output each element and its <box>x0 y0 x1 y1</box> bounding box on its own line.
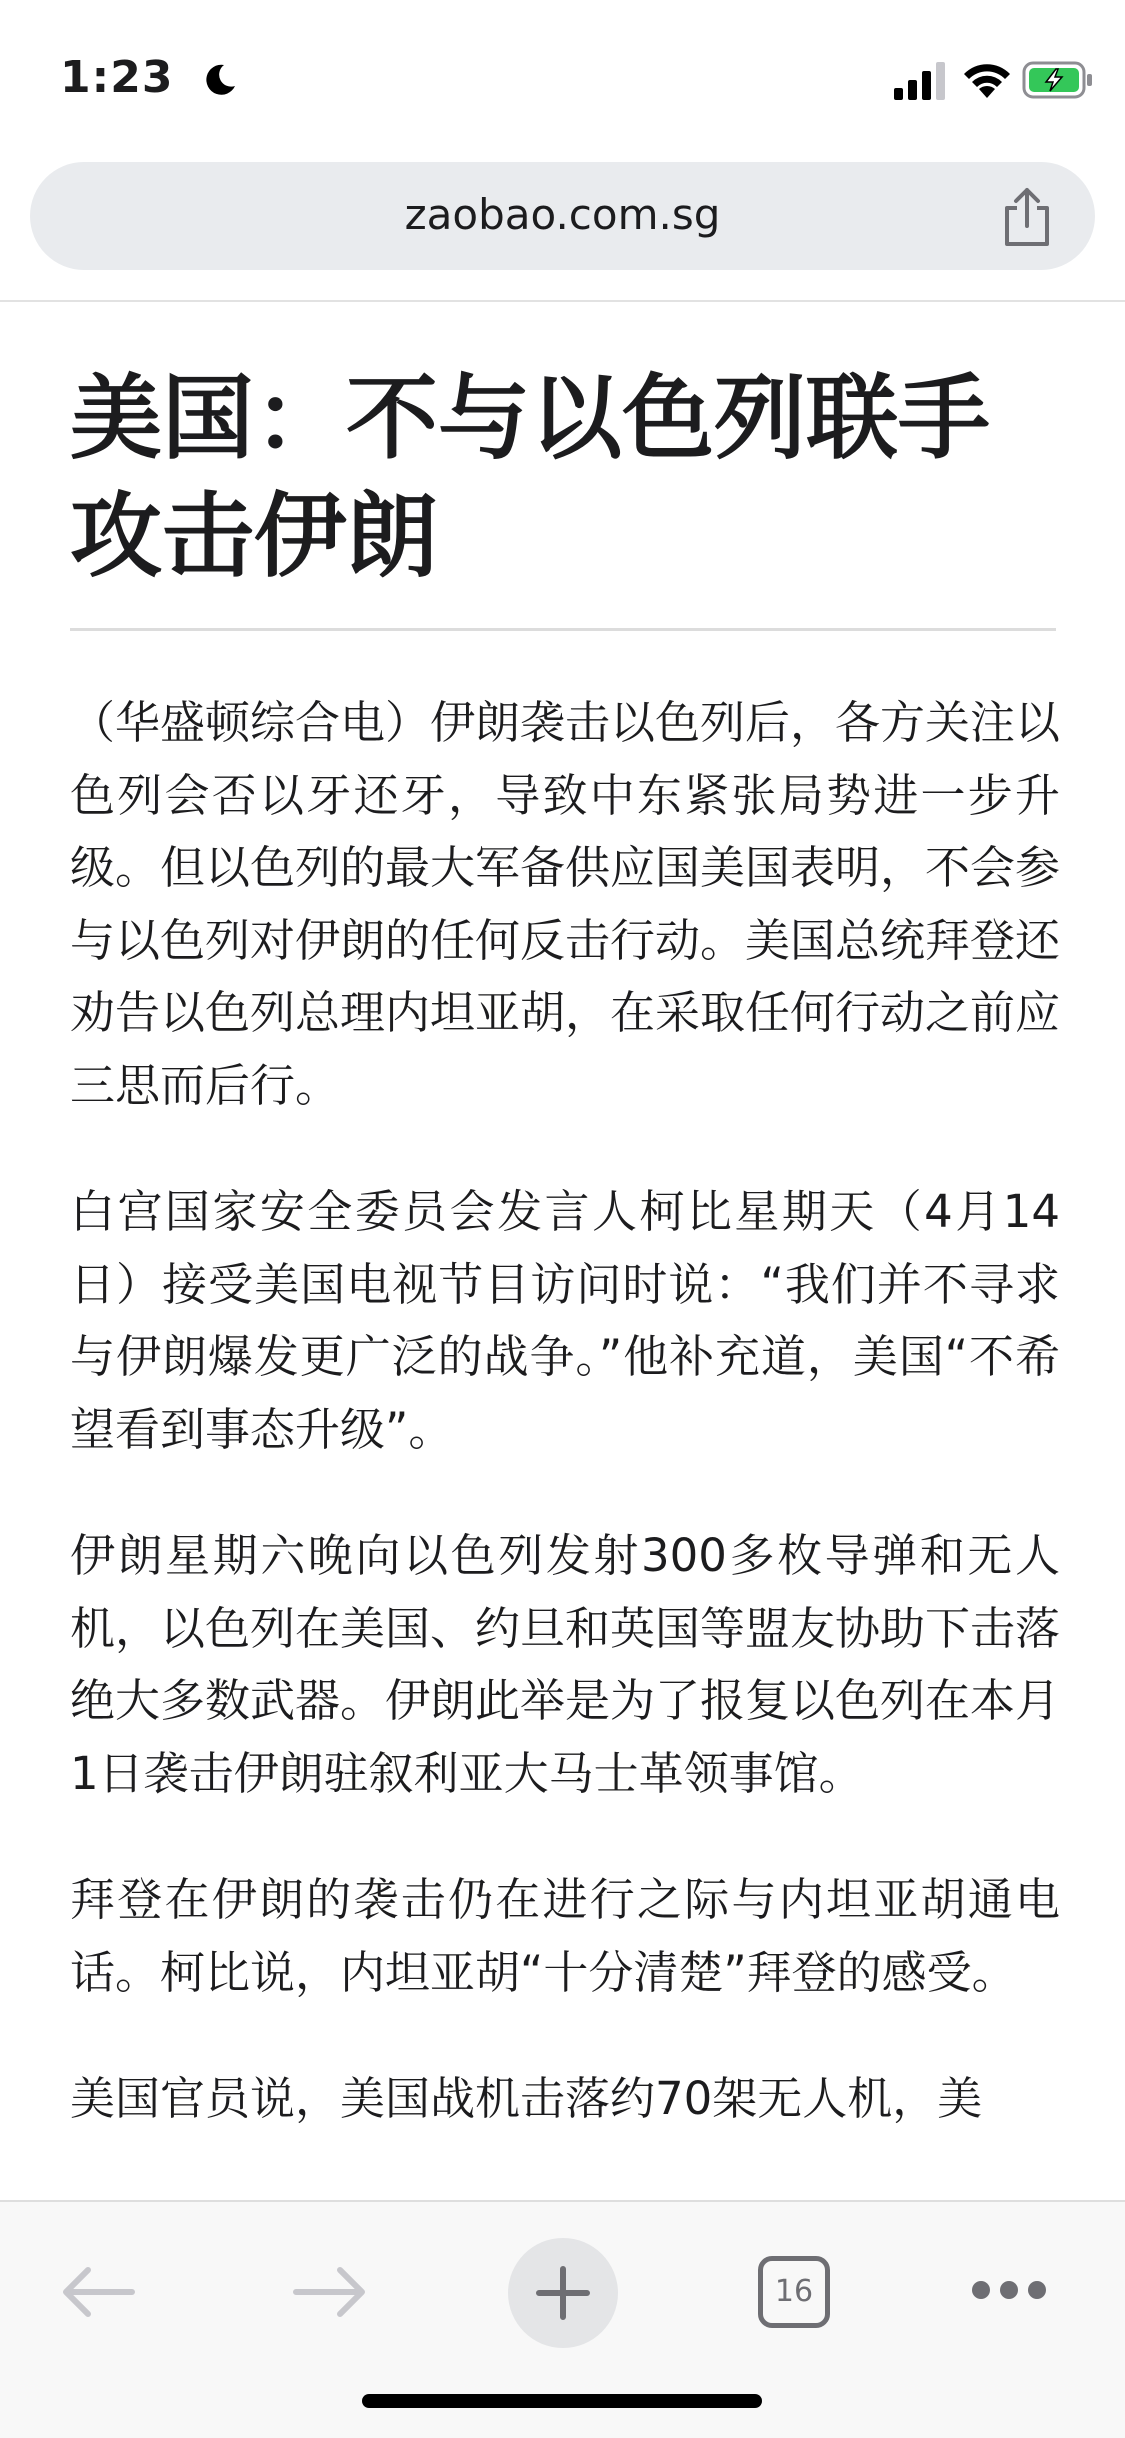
address-bar[interactable] <box>30 162 1095 270</box>
url-text[interactable]: zaobao.com.sg <box>404 190 721 239</box>
article-paragraph: 美国官员说，美国战机击落约70架无人机，美 <box>70 2072 983 2125</box>
cellular-signal-icon <box>894 62 946 100</box>
plus-icon <box>535 2265 591 2321</box>
home-indicator[interactable] <box>362 2394 762 2408</box>
article <box>70 360 1060 2136</box>
forward-arrow-icon[interactable] <box>290 2262 370 2322</box>
back-arrow-icon[interactable] <box>58 2262 138 2322</box>
article-paragraph: 伊朗星期六晚向以色列发射300多枚导弹和无人机，以色列在美国、约旦和英国等盟友协助下击落绝大多数武器。伊朗此举是为了报复以色列在本月1日袭击伊朗驻叙利亚大马士革领事馆。 <box>70 1529 1061 1800</box>
moon-icon <box>202 62 238 98</box>
tab-count: 16 <box>774 2274 814 2309</box>
wifi-icon <box>962 58 1012 100</box>
divider <box>0 300 1125 302</box>
share-icon[interactable] <box>999 186 1055 248</box>
article-paragraph: （华盛顿综合电）伊朗袭击以色列后，各方关注以色列会否以牙还牙，导致中东紧张局势进一步升级。但以色列的最大军备供应国美国表明，不会参与以色列对伊朗的任何反击行动。美国总统拜登还劝告以色列总理内坦亚胡，在采取任何行动之前应三思而后行。 <box>70 696 1061 1112</box>
more-icon[interactable] <box>970 2278 1048 2302</box>
article-paragraph: 白宫国家安全委员会发言人柯比星期天（4月14日）接受美国电视节目访问时说：“我们并不寻求与伊朗爆发更广泛的战争。”他补充道，美国“不希望看到事态升级”。 <box>70 1185 1060 1456</box>
headline-divider <box>70 628 1056 631</box>
status-time: 1:23 <box>60 52 174 103</box>
article-paragraph: 拜登在伊朗的袭击仍在进行之际与内坦亚胡通电话。柯比说，内坦亚胡“十分清楚”拜登的感受。 <box>70 1873 1060 1999</box>
article-headline: 美国：不与以色列联手攻击伊朗 <box>70 365 991 590</box>
tabs-button[interactable] <box>758 2256 830 2328</box>
battery-charging-icon <box>1022 60 1094 100</box>
status-bar <box>0 0 1125 160</box>
new-tab-button[interactable] <box>508 2238 618 2348</box>
